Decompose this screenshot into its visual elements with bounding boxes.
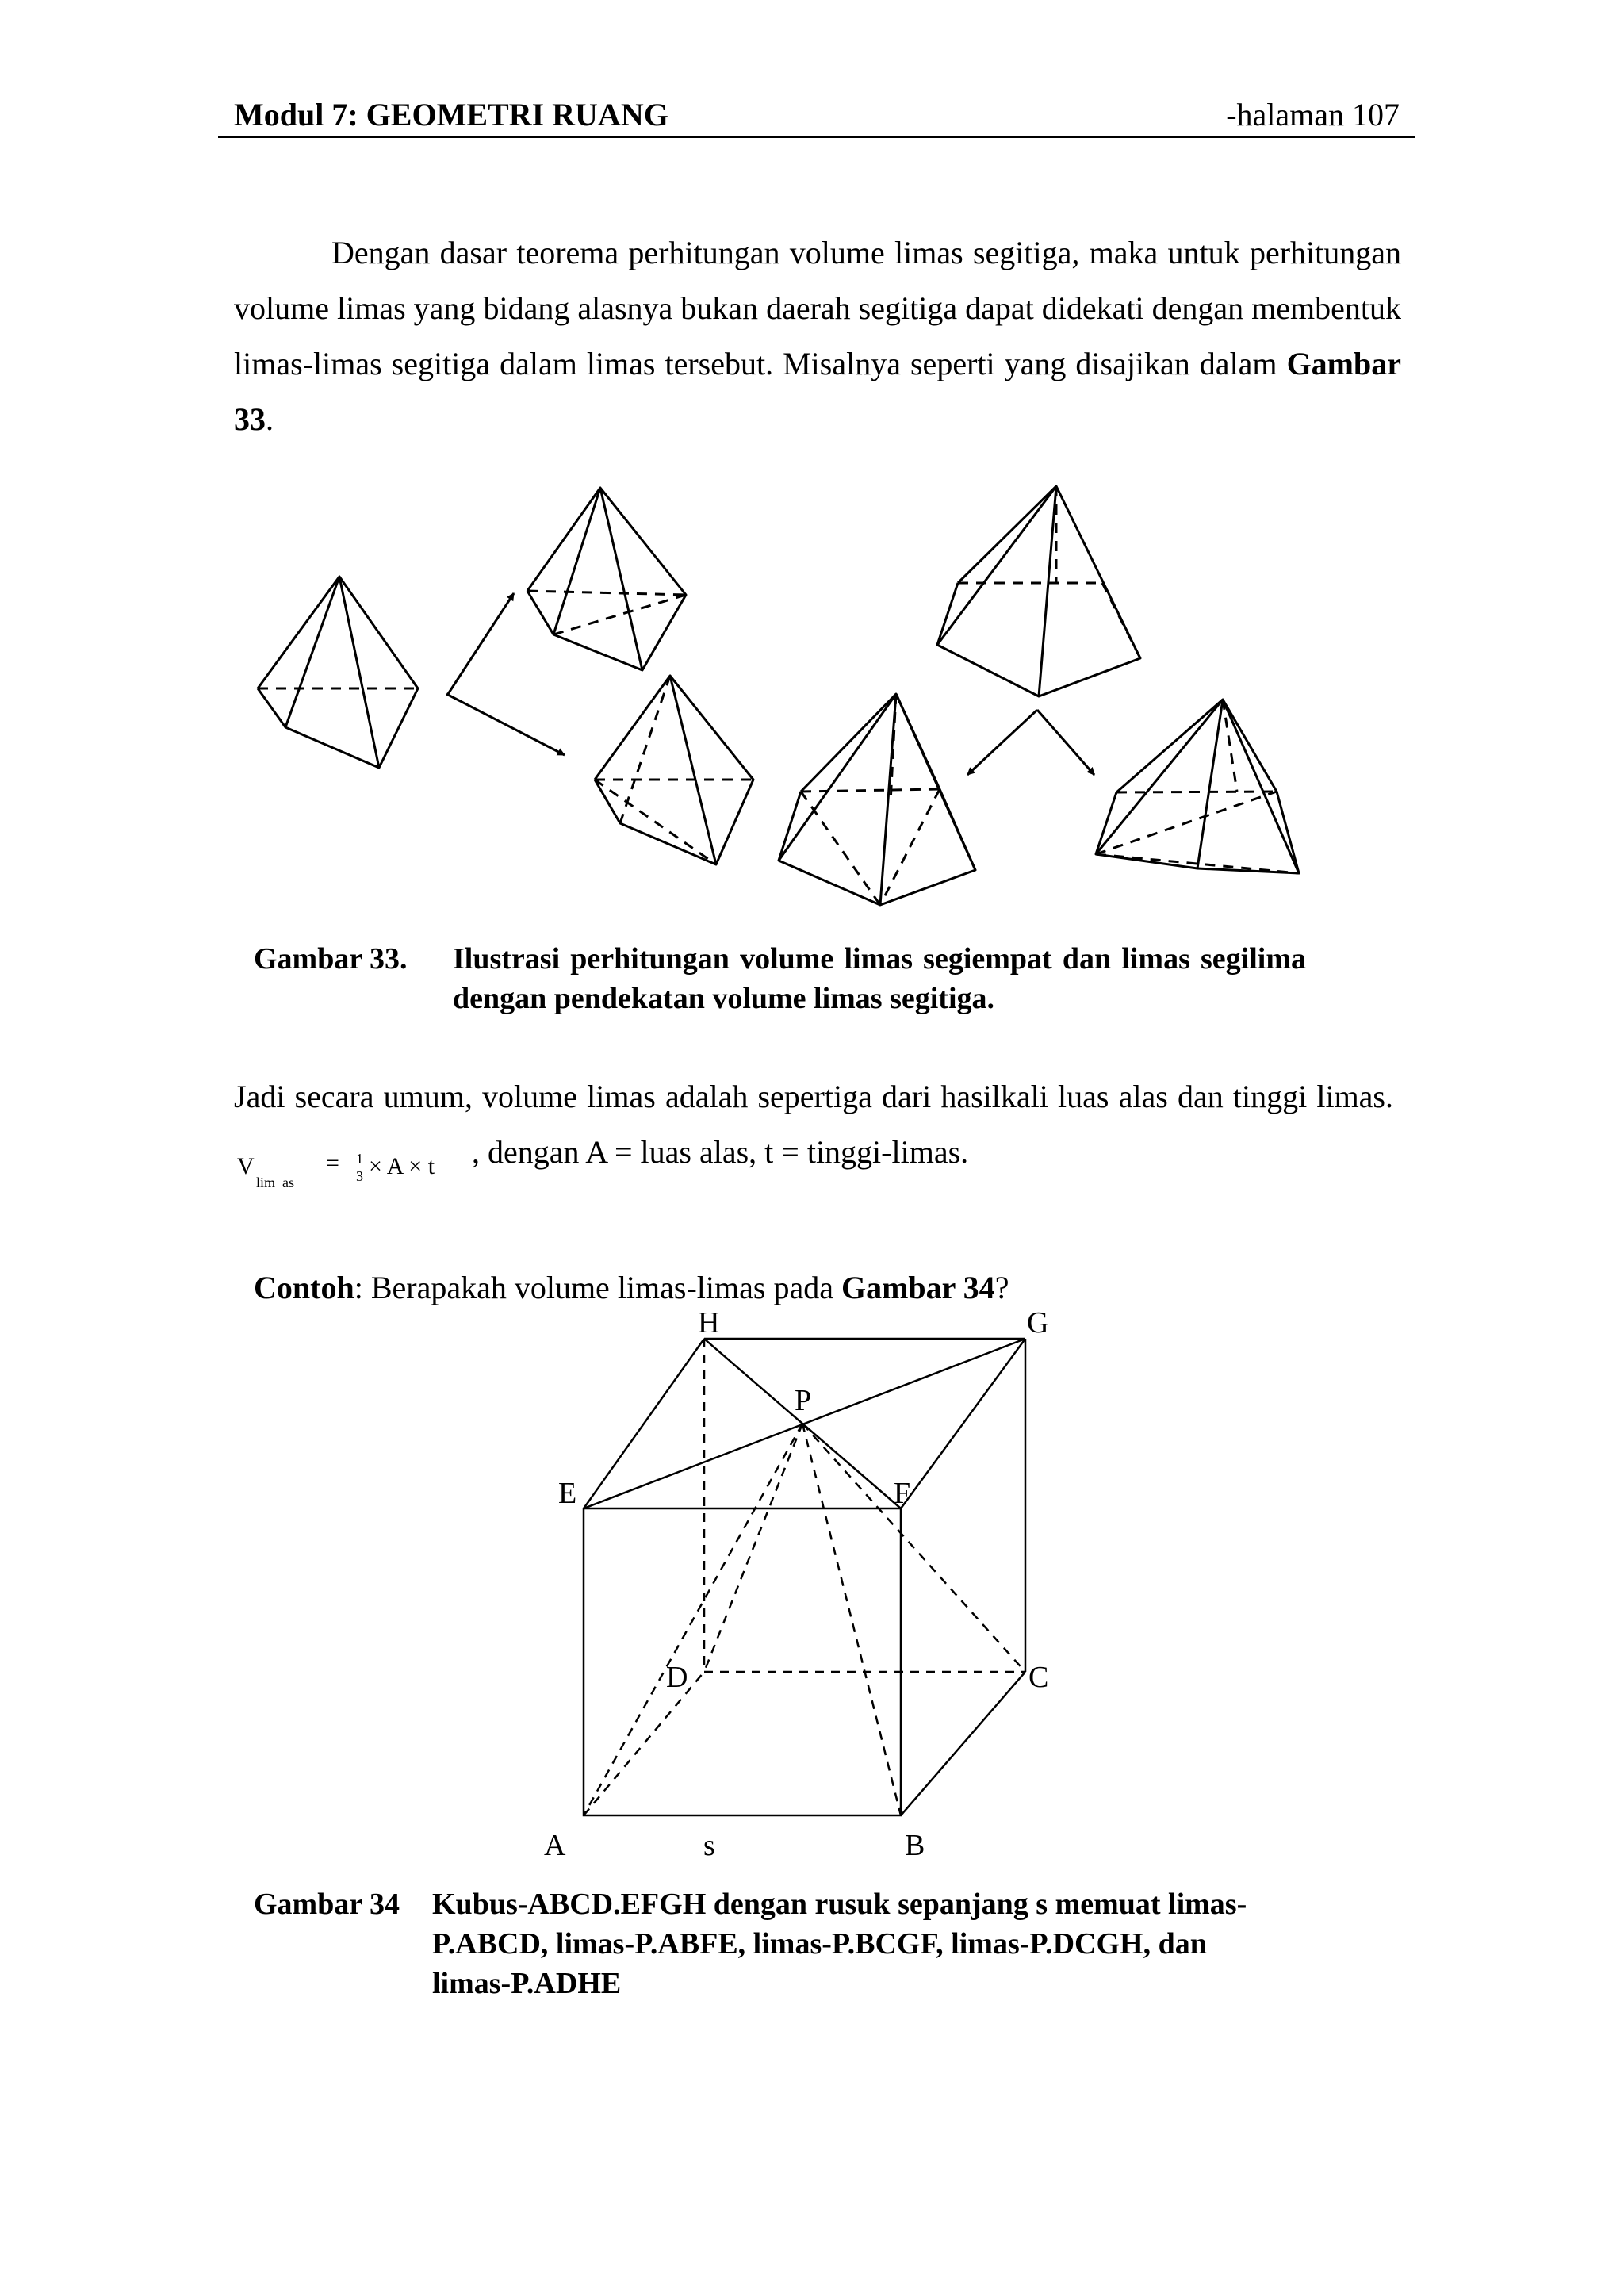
summary-text: Jadi secara umum, volume limas adalah sepertiga dari hasilkali luas alas dan tinggi limas. bbox=[234, 1079, 1393, 1114]
page-number: -halaman 107 bbox=[1226, 97, 1400, 132]
formula-denominator: 3 bbox=[356, 1168, 363, 1184]
intro-paragraph bbox=[234, 225, 1401, 447]
square-pyramid-part bbox=[937, 486, 1140, 696]
formula-v: V bbox=[237, 1153, 255, 1179]
figure33-illustration bbox=[254, 480, 1332, 924]
arrow-left-icon bbox=[967, 710, 1037, 775]
figure33-reference: Gambar 33 bbox=[234, 346, 1401, 437]
vertex-label-C: C bbox=[1028, 1661, 1049, 1694]
vertex-label-F: F bbox=[894, 1477, 911, 1510]
edge-length-label-s: s bbox=[703, 1829, 715, 1862]
pentagon-pyramid-original bbox=[779, 694, 975, 905]
vertex-label-B: B bbox=[905, 1829, 925, 1862]
figure34-cube-diagram bbox=[523, 1306, 1078, 1876]
vertex-label-E: E bbox=[558, 1477, 577, 1510]
figure34-reference: Gambar 34 bbox=[841, 1270, 995, 1305]
example-text: : Berapakah volume limas-limas pada bbox=[354, 1270, 841, 1305]
vertex-label-H: H bbox=[698, 1306, 720, 1340]
caption-line: limas-P.ADHE bbox=[432, 1967, 622, 2000]
vertex-label-P: P bbox=[795, 1384, 812, 1417]
triangular-pyramid-part bbox=[1096, 700, 1299, 873]
formula-equals: = bbox=[326, 1150, 339, 1176]
diagonal-EG bbox=[584, 1339, 1025, 1508]
edge-CB bbox=[901, 1672, 1025, 1815]
figure33-caption-text: Ilustrasi perhitungan volume limas segiempat dan limas segilima dengan pendekatan volume limas segitiga. bbox=[453, 942, 1306, 1015]
volume-formula bbox=[234, 1137, 472, 1190]
hidden-edge-PB bbox=[802, 1424, 901, 1815]
triangular-pyramid-upper bbox=[527, 488, 686, 670]
figure33-caption-label: Gambar 33. bbox=[254, 942, 408, 976]
edge-FG bbox=[901, 1339, 1025, 1508]
example-end: ? bbox=[994, 1270, 1009, 1305]
vertex-label-A: A bbox=[544, 1829, 566, 1862]
hidden-edge-PA bbox=[584, 1424, 802, 1815]
edge-EH bbox=[584, 1339, 704, 1508]
example-label: Contoh bbox=[254, 1270, 354, 1305]
summary-paragraph bbox=[234, 1069, 1401, 1190]
intro-end: . bbox=[266, 401, 274, 437]
caption-line: Kubus-ABCD.EFGH dengan rusuk sepanjang s memuat limas- bbox=[432, 1888, 1247, 1921]
figure34-caption-text bbox=[432, 1884, 1328, 2003]
cube-front-face bbox=[584, 1508, 901, 1815]
vertex-label-D: D bbox=[666, 1661, 688, 1694]
summary-text-after: , dengan A = luas alas, t = tinggi-limas. bbox=[472, 1134, 969, 1170]
hidden-edge-PD bbox=[704, 1424, 802, 1672]
figure34-caption-label: Gambar 34 bbox=[254, 1888, 400, 1921]
page-header bbox=[218, 95, 1415, 138]
triangular-pyramid-lower bbox=[595, 676, 753, 864]
example-question bbox=[254, 1264, 1009, 1312]
arrow-up-icon bbox=[448, 593, 514, 694]
arrow-down-icon bbox=[446, 694, 565, 755]
intro-text: Dengan dasar teorema perhitungan volume limas segitiga, maka untuk perhitungan volume limas yang bidang alasnya bukan daerah segitiga dapat didekati dengan membentuk limas-limas segitiga dalam limas tersebut. Misalnya seperti yang disajikan dalam bbox=[234, 235, 1401, 381]
formula-subscript: lim as bbox=[256, 1175, 294, 1190]
vertex-label-G: G bbox=[1027, 1306, 1049, 1340]
formula-numerator: 1 bbox=[356, 1151, 363, 1167]
arrow-right-icon bbox=[1037, 710, 1094, 775]
hidden-edge-PC bbox=[802, 1424, 1025, 1672]
formula-rest: × A × t bbox=[369, 1153, 435, 1179]
module-title: Modul 7: GEOMETRI RUANG bbox=[234, 97, 668, 132]
caption-line: P.ABCD, limas-P.ABFE, limas-P.BCGF, limas-P.DCGH, dan bbox=[432, 1927, 1207, 1961]
square-pyramid-original bbox=[258, 577, 418, 768]
